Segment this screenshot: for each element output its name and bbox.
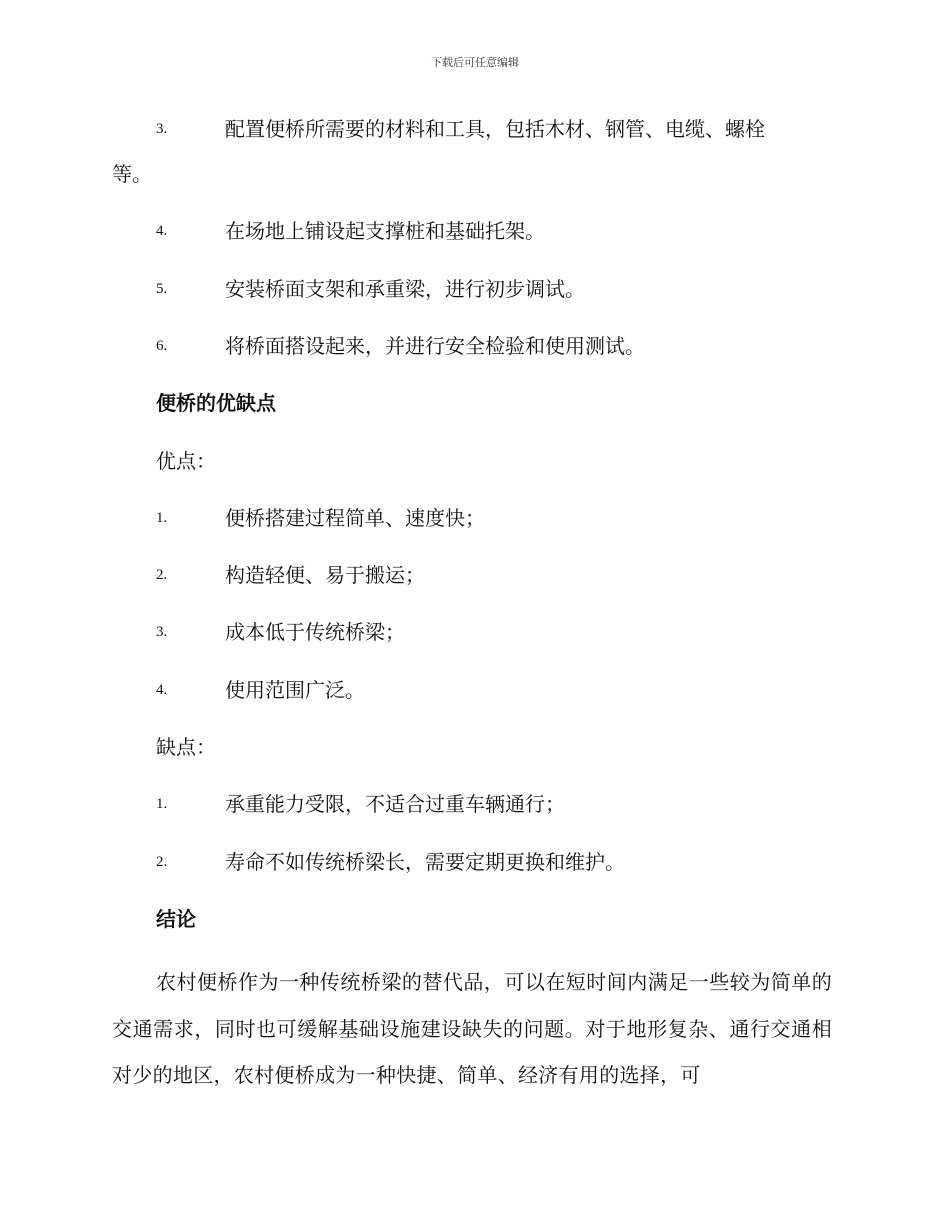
conclusion-paragraph: 农村便桥作为一种传统桥梁的替代品，可以在短时间内满足一些较为简单的交通需求，同时也可缓解基础设施建设缺失的问题。对于地形复杂、通行交通相对少的地区，农村便桥成为一种快捷、简单、经济有用的选择，可 [112,970,832,1087]
list-number: 3. [156,624,168,640]
list-number: 2. [156,567,168,583]
list-text: 使用范围广泛。 [225,678,365,702]
list-number: 3. [156,121,168,137]
list-number: 1. [156,510,168,526]
list-text: 将桥面搭设起来，并进行安全检验和使用测试。 [225,334,645,358]
list-number: 2. [156,854,168,870]
list-text: 寿命不如传统桥梁长，需要定期更换和维护。 [225,850,625,874]
list-number: 5. [156,281,168,297]
list-text: 成本低于传统桥梁； [225,620,405,644]
list-text: 承重能力受限，不适合过重车辆通行； [225,792,565,816]
list-text: 安装桥面支架和承重梁，进行初步调试。 [225,277,585,301]
section-heading-text: 便桥的优缺点 [156,391,276,415]
page-header: 下载后可任意编辑 [431,56,519,69]
list-number: 4. [156,223,168,239]
list-text: 在场地上铺设起支撑桩和基础托架。 [225,219,545,243]
cons-label-text: 缺点： [156,735,216,759]
list-number: 6. [156,338,168,354]
list-number: 1. [156,796,168,812]
list-number: 4. [156,682,168,698]
list-text-continuation: 等。 [112,162,152,186]
pros-label-text: 优点： [156,449,216,473]
list-text: 构造轻便、易于搬运； [225,563,425,587]
section-heading-text: 结论 [156,907,196,931]
list-text: 便桥搭建过程简单、速度快； [225,506,485,530]
list-text: 配置便桥所需要的材料和工具，包括木材、钢管、电缆、螺栓 [225,117,765,141]
